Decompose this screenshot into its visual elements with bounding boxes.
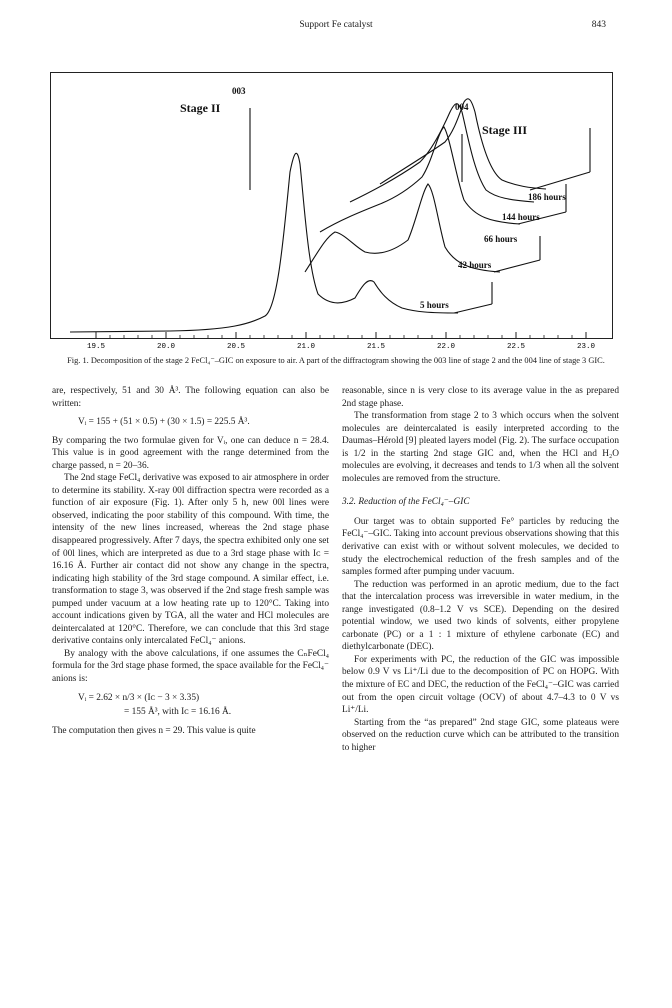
paragraph: By analogy with the above calculations, if one assumes the CₙFeCl₄ formula for the 3rd stage phase formed, the space available for the FeCl₄⁻ anions is: <box>52 648 329 685</box>
label-004: 004 <box>455 102 469 112</box>
running-title: Support Fe catalyst <box>299 20 373 30</box>
equation: Vᵢ = 155 + (51 × 0.5) + (30 × 1.5) = 225.5 Å³. <box>78 417 250 428</box>
label-144-hours: 144 hours <box>502 212 540 222</box>
curve-186-hours <box>380 99 546 189</box>
x-tick-label: 21.0 <box>296 343 316 350</box>
paragraph: The reduction was performed in an aprotic medium, due to the fact that the intercalation process was irreversible in water medium, in the range investigated (0.8–1.2 V vs SCE). Depending on the desired potential window, we used two kinds of solvents, either propylene carbonate (PC) or a 1 : 1 mixture of ethylene carbonate (EC) and diethylcarbonate (DEC). <box>342 579 619 653</box>
figure-caption: Fig. 1. Decomposition of the stage 2 FeCl₄⁻–GIC on exposure to air. A part of the diffractogram showing the 003 line of stage 2 and the 004 line of stage 3 GIC. <box>67 356 605 365</box>
x-tick-label: 19.5 <box>86 343 106 350</box>
diffractogram-figure <box>50 72 616 350</box>
curve-66-hours <box>320 127 520 232</box>
equation: = 155 Å³, with Iᴄ = 16.16 Å. <box>124 707 232 718</box>
label-stage-iii: Stage III <box>482 123 528 137</box>
section-heading: 3.2. Reduction of the FeCl₄⁻–GIC <box>342 497 470 508</box>
right-column <box>342 385 619 754</box>
paragraph: The transformation from stage 2 to 3 which occurs when the solvent molecules are deintercalated is easily interpreted according to the Daumas–Hérold [9] pleated layers model (Fig. 2). The surface occupation is 1/2 in the starting 2nd stage GIC and, when the HCl and H₂O molecules are evolving, it decreases and tends to 1/3 when all the solvent molecules are removed from the structure. <box>342 411 619 484</box>
paragraph: The computation then gives n = 29. This value is quite <box>52 725 256 736</box>
paragraph: are, respectively, 51 and 30 Å³. The following equation can also be written: <box>52 386 329 409</box>
x-tick-label: 22.5 <box>506 343 526 350</box>
x-tick-label: 21.5 <box>366 343 386 350</box>
plot-frame <box>51 73 613 339</box>
x-tick-label: 22.0 <box>436 343 456 350</box>
x-tick-label: 20.5 <box>226 343 246 350</box>
paragraph: By comparing the two formulae given for Vᵢ, one can deduce n = 28.4. This value is in good agreement with the range determined from the charge passed, n = 20–36. <box>52 435 329 471</box>
label-003: 003 <box>232 86 246 96</box>
paragraph: Starting from the “as prepared” 2nd stage GIC, some plateaus were observed on the reduction curve which can be attributed to the transition to higher <box>342 717 619 753</box>
left-column <box>52 385 329 737</box>
page-number: 843 <box>591 20 606 30</box>
page-header <box>0 20 672 34</box>
label-stage-ii: Stage II <box>180 101 221 115</box>
label-5-hours: 5 hours <box>420 300 449 310</box>
equation: Vᵢ = 2.62 × n/3 × (Iᴄ − 3 × 3.35) <box>78 692 200 703</box>
curve-42-hours <box>305 184 500 272</box>
label-186-hours: 186 hours <box>528 192 566 202</box>
paragraph: For experiments with PC, the reduction of the GIC was impossible below 0.9 V vs Li⁺/Li due to the decomposition of PC on HOPG. With the mixture of EC and DEC, the reduction of the FeCl₄⁻–GIC was carried out from the open circuit voltage (OCV) of about 4.7–4.3 to 0 V vs Li⁺/Li. <box>342 654 619 716</box>
paragraph: Our target was to obtain supported Fe° particles by reducing the FeCl₄⁻–GIC. Taking into account previous observations showing that this derivative can exist with or without solvent molecules, we decided to study the electrochemical reduction of the fresh samples and of the samples formed after pumping under vacuum. <box>342 516 619 578</box>
paragraph: The 2nd stage FeCl₄ derivative was exposed to air atmosphere in order to determine its stability. X-ray 00l diffraction spectra were recorded as a function of air exposure (Fig. 1). After only 5 h, new 00l lines were observed, indicating the poor stability of this compound. With time, the intensity of the new lines increased, whereas the 2nd stage phase disappeared progressively. After 7 days, the spectra exhibited only one set of 00l lines, which are interpreted as due to a 3rd stage phase with Iᴄ = 16.16 Å. Further air contact did not show any change in the spectra, indicating high stability of the 3rd stage compound. A similar effect, i.e. transformation to stage 3, was observed if the 2nd stage fresh sample was pumped under vacuum at a low heating rate up to 120°C. Taking into account indications given by TGA, all the water and HCl molecules are deintercalated at 120°C. Therefore, we can conclude that this 3rd stage derivative contains only intercalated FeCl₄⁻ anions. <box>52 473 329 647</box>
x-tick-label: 23.0 <box>576 343 596 350</box>
curve-144-hours <box>350 104 534 202</box>
plot-labels <box>180 86 566 310</box>
label-42-hours: 42 hours <box>458 260 492 270</box>
paragraph: reasonable, since n is very close to its average value in the as prepared 2nd stage phase. <box>342 386 619 409</box>
label-66-hours: 66 hours <box>484 234 518 244</box>
x-tick-label: 20.0 <box>156 343 176 350</box>
x-axis <box>87 332 596 350</box>
curve-5-hours <box>70 153 458 332</box>
